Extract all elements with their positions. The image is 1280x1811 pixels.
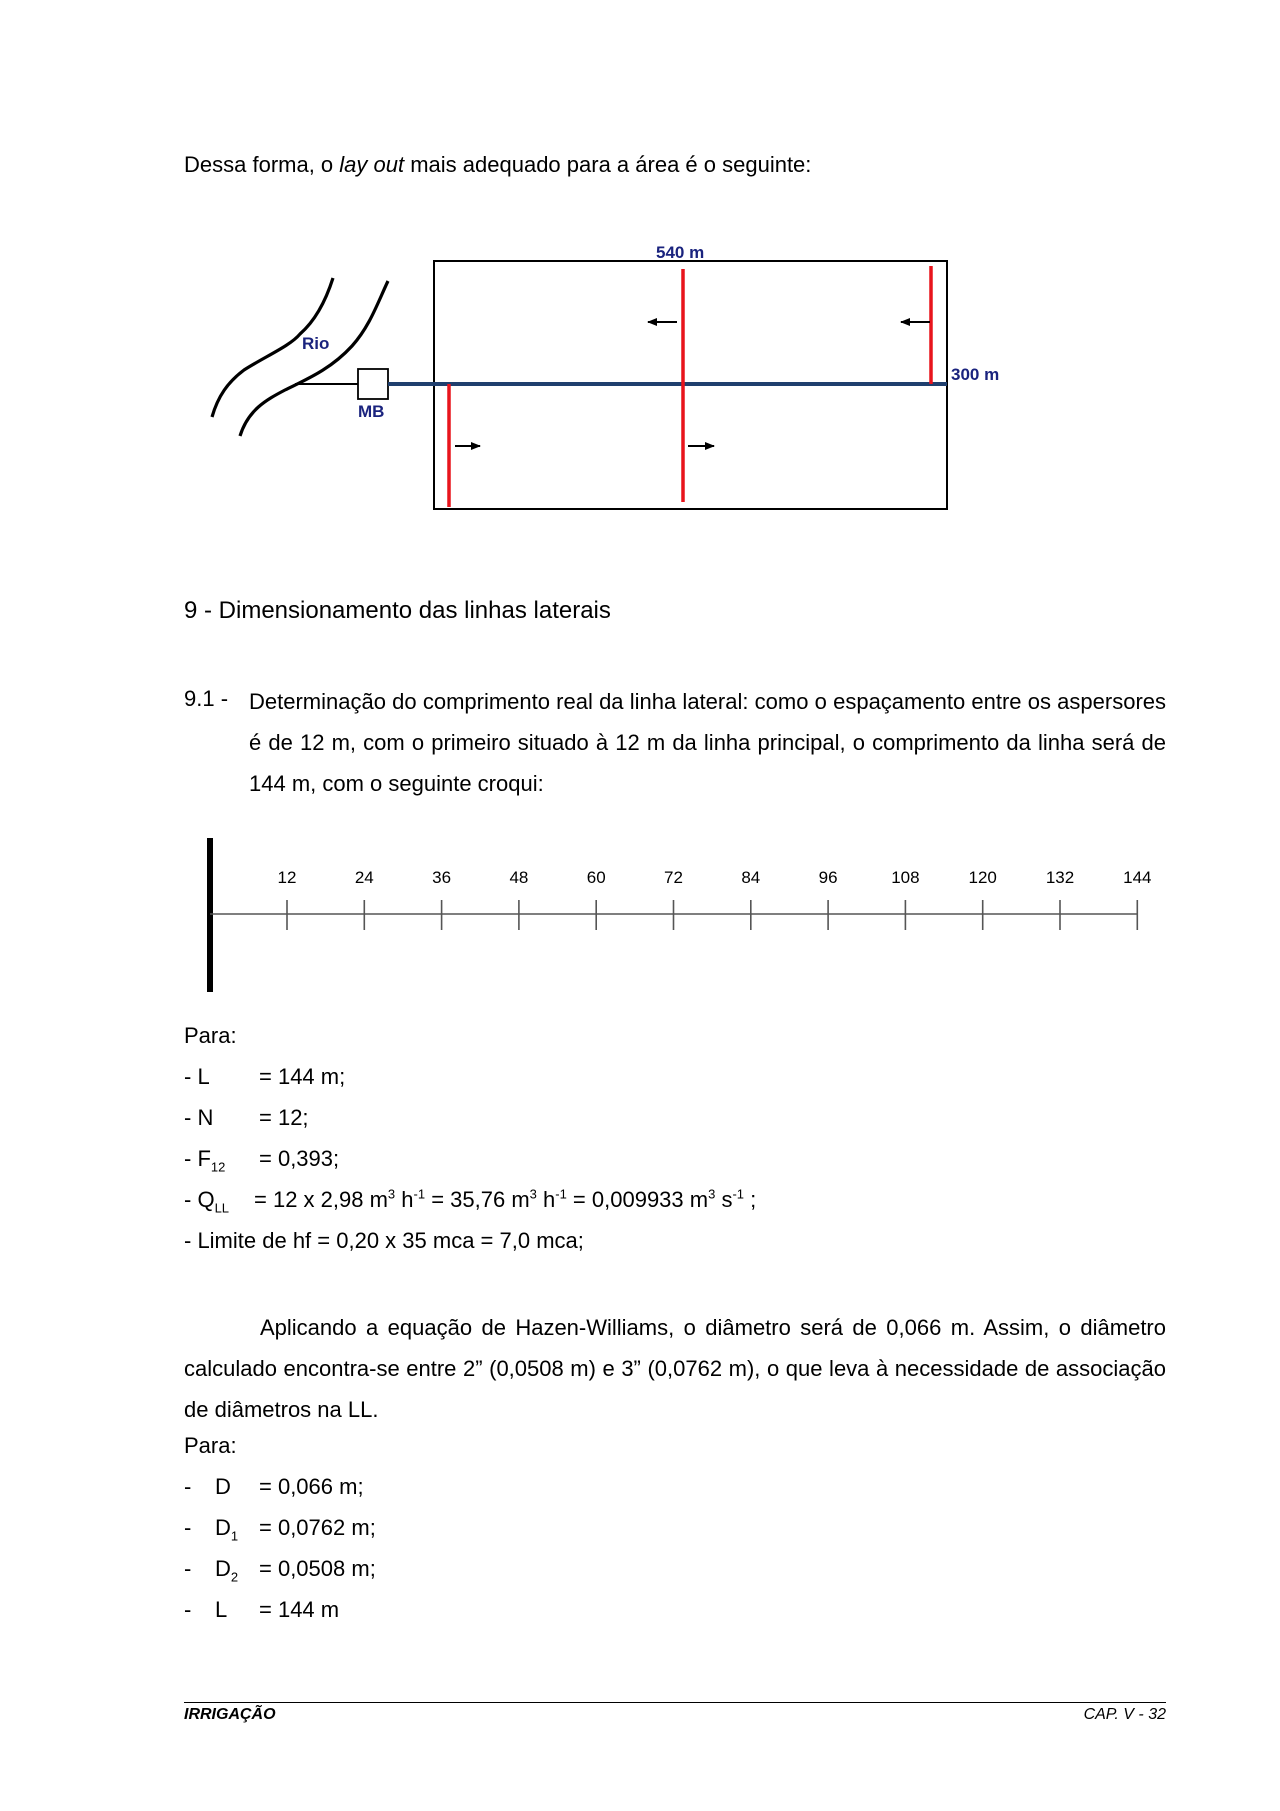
tick-label: 48 [509,868,529,887]
tick-label: 72 [664,868,683,887]
river-label: Rio [302,334,330,353]
tick-label: 108 [891,868,920,887]
intro-sentence: Dessa forma, o lay out mais adequado para a área é o seguinte: [184,152,812,177]
tick-label: 144 [1123,868,1152,887]
tick-group [278,868,1152,930]
params2-heading: Para: [184,1433,237,1458]
field-width-label: 540 m [656,243,705,262]
param-L-length: - L = 144 m [184,1597,340,1622]
tick-label: 36 [432,868,452,887]
param-D: - D = 0,066 m; [184,1474,364,1499]
param-hf-limit: - Limite de hf = 0,20 x 35 mca = 7,0 mca; [184,1228,584,1253]
tick-label: 96 [818,868,838,887]
params1-heading: Para: [184,1023,237,1048]
param-QLL: - $Q_{LL} = 12$ x 2,98 $m^3$ $h^{-1} = 35,76$ $m^3$ $h^{-1} = 0,009933$ $m^3$ $s^{-1}$ ; [184,1186,757,1216]
param-N: - N = 12; [184,1105,309,1130]
pump-label: MB [358,402,385,421]
field-height-label: 300 m [951,365,1000,384]
footer-rule [184,1702,1166,1703]
param-D2: - $D_2 = 0,0508$ m; [184,1556,376,1585]
footer-right: CAP. V - 32 [1083,1706,1166,1723]
param-D1: - $D_1 = 0,0762$ m; [184,1515,376,1544]
footer-left: IRRIGAÇÃO [184,1706,276,1723]
tick-label: 12 [277,868,297,887]
tick-label: 24 [354,868,374,887]
intro-italic: lay out [339,152,405,177]
tick-label: 60 [586,868,606,887]
subsection-text: Determinação do comprimento real da linha lateral: como o espaçamento entre os aspersores é de 12 m, com o primeiro situado à 12 m da linha principal, o comprimento da linha será de 144 m, com o seguinte croqui: [249,689,1166,796]
param-F12: - $F_{12} = 0,393$; [184,1146,340,1175]
tick-label: 120 [968,868,997,887]
subsection-number: 9.1 - [184,686,229,711]
hazen-williams-paragraph: Aplicando a equação de Hazen-Williams, o diâmetro será de 0,066 m. Assim, o diâmetro calculado encontra-se entre 2” (0,0508 m) e 3” (0,0762 m), o que leva à necessidade de associação de diâmetros na LL. [184,1315,1166,1422]
section-heading: 9 - Dimensionamento das linhas laterais [184,597,611,624]
param-L: - L = 144 m; [184,1064,346,1089]
tick-label: 84 [741,868,761,887]
tick-label: 132 [1045,868,1075,887]
